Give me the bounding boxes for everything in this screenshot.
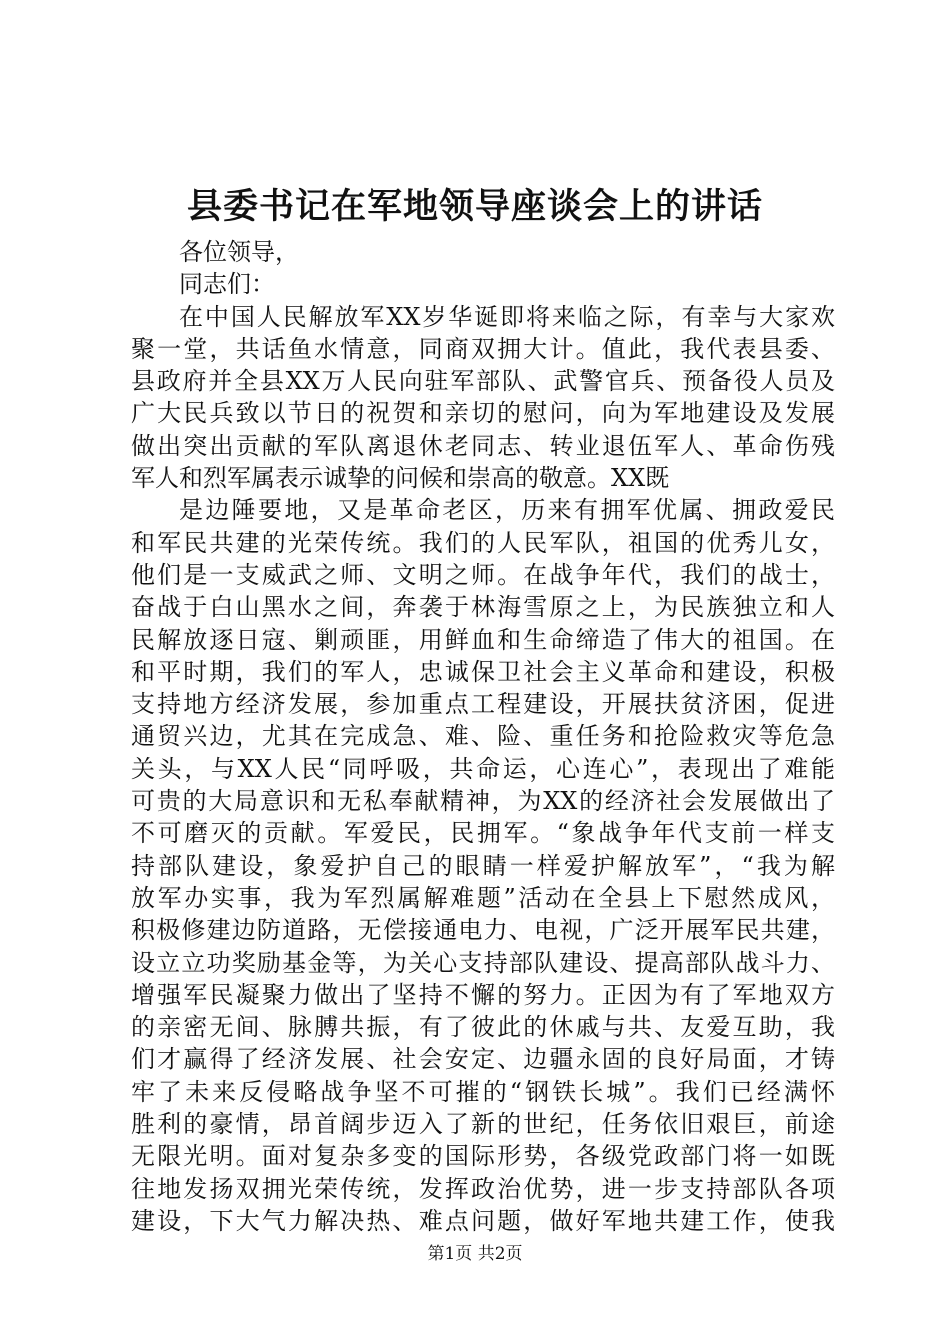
text-line: 和军民共建的光荣传统。我们的人民军队，祖国的优秀儿女， [131,528,835,557]
text-line: 无限光明。面对复杂多变的国际形势，各级党政部门将一如既 [131,1142,835,1171]
text-line: 广大民兵致以节日的祝贺和亲切的慰问，向为军地建设及发展 [131,399,835,428]
text-line: 支持地方经济发展，参加重点工程建设，开展扶贫济困，促进 [131,690,835,719]
text-line: 积极修建边防道路，无偿接通电力、电视，广泛开展军民共建， [131,916,835,945]
text-line: 民解放逐日寇、剿顽匪，用鲜血和生命缔造了伟大的祖国。在 [131,625,835,654]
text-line: 胜利的豪情，昂首阔步迈入了新的世纪，任务依旧艰巨，前途 [131,1110,835,1139]
document-title: 县委书记在军地领导座谈会上的讲话 [186,186,763,227]
text-line: 设立立功奖励基金等，为关心支持部队建设、提高部队战斗力、 [131,948,835,977]
text-line: 往地发扬双拥光荣传统，发挥政治优势，进一步支持部队各项 [131,1174,835,1203]
text-line: 们才赢得了经济发展、社会安定、边疆永固的良好局面，才铸 [131,1045,835,1074]
text-line: 各位领导， [179,238,299,266]
text-line: 的亲密无间、脉膊共振，有了彼此的休戚与共、友爱互助，我 [131,1013,835,1042]
text-line: 做出突出贡献的军队离退休老同志、转业退伍军人、革命伤残 [131,431,835,460]
text-line: 在中国人民解放军XX岁华诞即将来临之际，有幸与大家欢 [179,302,835,331]
text-line: 军人和烈军属表示诚挚的问候和崇高的敬意。XX既 [131,464,670,493]
text-line: 持部队建设，象爱护自己的眼睛一样爱护解放军”，“我为解 [131,851,835,880]
text-line: 县政府并全县XX万人民向驻军部队、武警官兵、预备役人员及 [131,367,835,396]
text-line: 和平时期，我们的军人，忠诚保卫社会主义革命和建设，积极 [131,657,835,686]
text-line: 关头，与XX人民“同呼吸，共命运，心连心”，表现出了难能 [131,754,835,783]
text-line: 是边陲要地，又是革命老区，历来有拥军优属、拥政爱民 [179,496,835,525]
text-line: 建设，下大气力解决热、难点问题，做好军地共建工作，使我 [131,1206,835,1235]
text-line: 奋战于白山黑水之间，奔袭于林海雪原之上，为民族独立和人 [131,593,835,622]
text-line: 放军办实事，我为军烈属解难题”活动在全县上下慰然成风， [131,883,835,912]
text-line: 同志们： [179,270,275,299]
text-line: 牢了未来反侵略战争坚不可摧的“钢铁长城”。我们已经满怀 [131,1077,835,1106]
text-line: 他们是一支威武之师、文明之师。在战争年代，我们的战士， [131,560,835,589]
page-footer: 第1页 共2页 [427,1244,523,1264]
text-line: 通贸兴边，尤其在完成急、难、险、重任务和抢险救灾等危急 [131,722,835,751]
document-body [131,236,835,1237]
text-line: 增强军民凝聚力做出了坚持不懈的努力。正因为有了军地双方 [131,980,835,1009]
text-line: 不可磨灭的贡献。军爱民，民拥军。“象战争年代支前一样支 [131,819,835,848]
text-line: 可贵的大局意识和无私奉献精神，为XX的经济社会发展做出了 [131,787,835,816]
text-line: 聚一堂，共话鱼水情意，同商双拥大计。值此，我代表县委、 [131,334,835,363]
